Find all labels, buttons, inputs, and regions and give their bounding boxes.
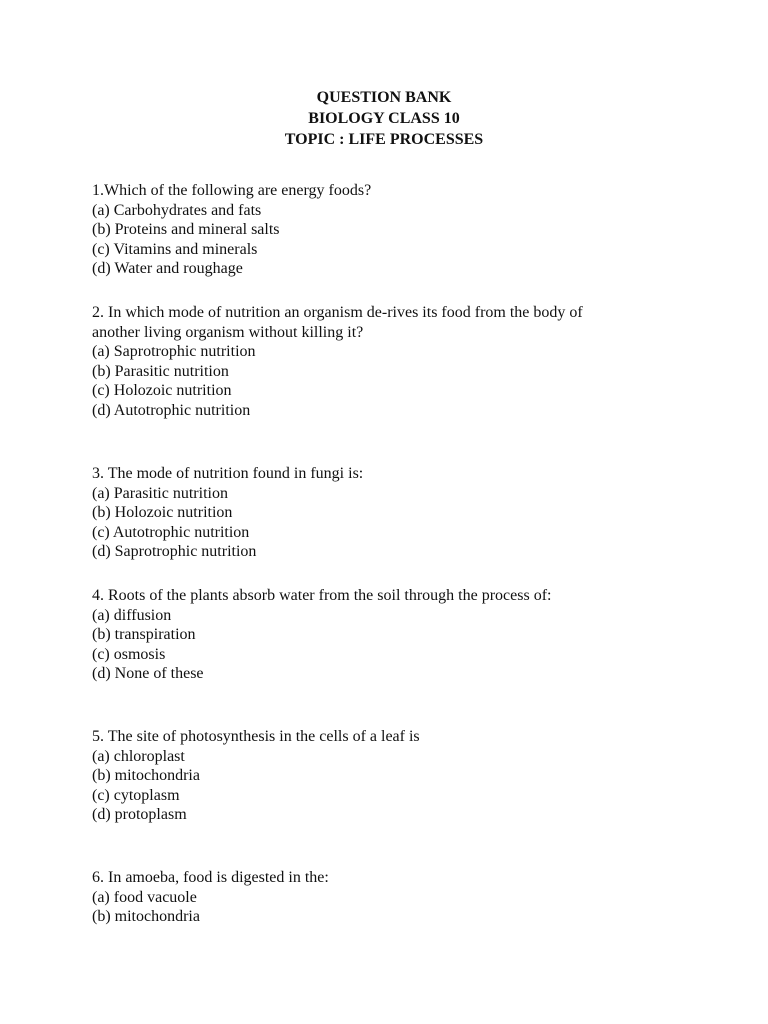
option-a: (a) chloroplast	[92, 747, 185, 765]
question-stem: 2. In which mode of nutrition an organism de-rives its food from the body of	[92, 304, 583, 321]
question-stem: 4. Roots of the plants absorb water from the soil through the process of:	[92, 587, 552, 604]
option-b: (b) mitochondria	[92, 908, 200, 926]
option-b: (b) transpiration	[92, 626, 196, 644]
header-subject: BIOLOGY CLASS 10	[308, 110, 460, 127]
option-c: (c) Autotrophic nutrition	[92, 523, 250, 541]
option-b: (b) Proteins and mineral salts	[92, 221, 280, 239]
question-3	[92, 464, 692, 562]
option-c: (c) Vitamins and minerals	[92, 240, 258, 258]
option-a: (a) Parasitic nutrition	[92, 484, 228, 502]
option-a: (a) Saprotrophic nutrition	[92, 343, 256, 361]
document-header	[0, 87, 768, 150]
option-d: (d) Water and roughage	[92, 260, 243, 278]
question-stem-continued: another living organism without killing it?	[92, 323, 364, 341]
option-a: (a) Carbohydrates and fats	[92, 201, 262, 219]
question-4	[92, 586, 692, 684]
option-d: (d) Saprotrophic nutrition	[92, 543, 257, 561]
question-5	[92, 727, 692, 825]
option-d: (d) Autotrophic nutrition	[92, 401, 251, 419]
question-stem: 6. In amoeba, food is digested in the:	[92, 869, 329, 886]
question-6	[92, 868, 692, 927]
option-a: (a) diffusion	[92, 606, 172, 624]
question-2	[92, 303, 692, 421]
option-c: (c) cytoplasm	[92, 786, 180, 804]
option-b: (b) mitochondria	[92, 767, 200, 785]
header-title: QUESTION BANK	[316, 89, 452, 106]
question-stem: 3. The mode of nutrition found in fungi is:	[92, 465, 364, 482]
option-c: (c) Holozoic nutrition	[92, 382, 232, 400]
question-1	[92, 181, 692, 279]
question-stem: 5. The site of photosynthesis in the cells of a leaf is	[92, 728, 420, 745]
question-stem: 1.Which of the following are energy foods?	[92, 182, 372, 199]
option-c: (c) osmosis	[92, 645, 166, 663]
option-a: (a) food vacuole	[92, 888, 197, 906]
option-d: (d) protoplasm	[92, 806, 187, 824]
option-b: (b) Parasitic nutrition	[92, 362, 229, 380]
option-b: (b) Holozoic nutrition	[92, 504, 233, 522]
header-topic: TOPIC : LIFE PROCESSES	[284, 131, 484, 148]
option-d: (d) None of these	[92, 665, 204, 683]
